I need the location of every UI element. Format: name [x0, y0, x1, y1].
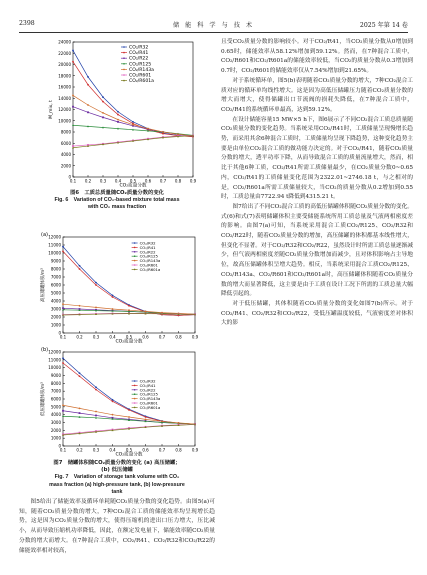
data-point [79, 268, 81, 270]
data-point [72, 50, 74, 52]
legend-label: CO₂/R125 [129, 62, 152, 68]
data-point [117, 121, 119, 123]
x-tick-label: 0.4 [109, 334, 116, 340]
x-tick-label: 0.6 [142, 334, 149, 340]
data-point [102, 116, 104, 118]
x-tick-label: 0.7 [158, 447, 166, 453]
y-tick-label: 7000 [50, 388, 61, 394]
x-tick-label: 0.8 [174, 178, 182, 184]
data-point [147, 128, 149, 130]
legend-label: CO₂/R41 [139, 244, 156, 250]
legend-marker [134, 389, 136, 391]
data-point [87, 104, 89, 106]
y-tick-label: 8000 [50, 266, 61, 272]
right-column [221, 38, 413, 563]
y-tick-label: 16000 [58, 84, 71, 90]
legend-marker [134, 242, 136, 244]
data-point [62, 362, 64, 364]
y-tick-label: 20000 [58, 62, 71, 67]
y-tick-label: 0 [58, 443, 61, 449]
x-tick-label: 0.7 [158, 334, 166, 340]
legend-marker [123, 69, 125, 71]
x-tick-label: 0.1 [69, 178, 77, 184]
x-tick-label: 0.5 [125, 334, 133, 340]
page-number: 2398 [19, 20, 35, 27]
y-tick-label: 12000 [48, 234, 61, 240]
right-body-text [221, 38, 413, 329]
x-tick-label: 0.1 [59, 447, 67, 453]
fig7-caption-cn-2: (b) 低压储罐 [101, 467, 133, 474]
y-tick-label: 0 [58, 330, 61, 336]
data-point [95, 282, 97, 284]
x-tick-label: 0.8 [175, 334, 182, 340]
x-tick-label: 0.7 [159, 178, 167, 184]
journal-title: 储 能 科 学 与 技 术 [172, 22, 255, 29]
y-axis-label: M_mix, t [49, 100, 54, 119]
data-point [95, 386, 97, 388]
left-body-text [19, 498, 215, 556]
y-tick-label: 8000 [50, 380, 61, 386]
y-tick-label: 12000 [58, 107, 71, 112]
fig6-chart [47, 38, 197, 188]
data-point [95, 284, 97, 286]
legend-label: CO₂/R125 [139, 391, 158, 397]
y-tick-label: 5000 [50, 290, 61, 296]
x-tick-label: 0.4 [109, 447, 116, 453]
left-paragraph: 图5给出了储能效率及循环单耗随CO₂质量分数的变化趋势。由图5(a)可知，随着CO₂质量分数的增大，7种CO₂混合工质的储能效率均呈现增长趋势，这是因为CO₂质量分数的增大，使得压缩机的进出口压力增大，压比减小，从而导致压缩机功率降低，因此，在额定发电量下，储能效率随CO₂质量分数的增大而增大。在7种混合工质中，CO₂/R41、CO₂/R32和CO₂/R22的储能效率相对较高， [19, 499, 215, 554]
legend-label: CO₂/R125 [139, 253, 158, 259]
data-point [177, 133, 179, 135]
legend-label: CO₂/R601a [139, 404, 161, 410]
legend-label: CO₂/R601a [139, 266, 161, 272]
left-column [19, 36, 215, 561]
data-point [102, 101, 104, 103]
header-rule [19, 32, 408, 33]
legend-label: CO₂/R601 [139, 400, 158, 406]
y-tick-label: 18000 [58, 73, 71, 79]
x-tick-label: 0.2 [76, 334, 83, 340]
data-point [132, 121, 134, 123]
data-point [112, 308, 114, 310]
plot-frame [63, 237, 195, 333]
data-point [79, 375, 81, 377]
fig7-caption-cn-1: 图7 储罐体积随CO₂质量分数的变化 (a) 高压储罐； [53, 460, 181, 466]
x-tick-label: 0.2 [84, 178, 92, 184]
fig6-caption [19, 190, 215, 212]
data-point [87, 111, 89, 113]
legend-label: CO₂/R41 [129, 51, 149, 57]
fig7a-svg [39, 230, 199, 344]
y-tick-label: 7000 [50, 274, 61, 280]
data-point [161, 420, 163, 422]
legend-marker [134, 407, 136, 409]
legend-label: CO₂/R601a [129, 79, 154, 85]
x-tick-label: 0.4 [114, 178, 122, 184]
data-point [145, 416, 147, 418]
legend-marker [134, 260, 136, 262]
y-tick-label: 4000 [50, 298, 61, 304]
legend-marker [134, 255, 136, 257]
data-point [62, 246, 64, 248]
data-point [128, 305, 130, 307]
legend-label: CO₂/R32 [139, 378, 156, 384]
data-point [87, 76, 89, 78]
data-point [95, 389, 97, 391]
data-point [112, 400, 114, 402]
y-tick-label: 10000 [48, 365, 61, 371]
x-tick-label: 0.6 [142, 447, 149, 453]
issue-label: 2025 年第 14 卷 [359, 22, 408, 29]
fig7b-chart [39, 345, 199, 457]
x-tick-label: 0.8 [175, 447, 182, 453]
y-axis-label: 低压储罐体积/m³ [41, 382, 46, 416]
y-tick-label: 2000 [60, 163, 71, 169]
data-point [162, 133, 164, 135]
fig7b-svg [39, 345, 199, 457]
legend-label: CO₂/R143a [139, 396, 161, 402]
legend-marker [134, 251, 136, 253]
legend-marker [123, 52, 125, 54]
fig6-caption-en-2: with CO₂ mass fraction [87, 204, 147, 211]
data-point [72, 95, 74, 97]
data-point [132, 124, 134, 126]
x-axis-label: CO₂质量分数 [115, 452, 143, 457]
legend-marker [134, 247, 136, 249]
data-point [95, 411, 97, 413]
y-tick-label: 3000 [50, 306, 61, 312]
legend-marker [134, 264, 136, 266]
data-point [72, 61, 74, 63]
fig7-caption-en-2: mass fraction (a) high-pressure tank, (b) low-pressure [49, 481, 185, 488]
data-point [79, 305, 81, 307]
y-tick-label: 9000 [50, 258, 61, 264]
y-tick-label: 24000 [58, 39, 71, 45]
legend-marker [123, 63, 125, 65]
legend-label: CO₂/R41 [139, 382, 156, 388]
x-tick-label: 0.3 [92, 334, 100, 340]
data-point [145, 311, 147, 313]
x-axis-label: CO₂质量分数 [119, 183, 147, 188]
data-point [178, 422, 180, 424]
x-tick-label: 0.2 [76, 447, 83, 453]
x-tick-label: 0.9 [191, 447, 199, 453]
y-axis-label: 高压储罐体积/m³ [41, 268, 46, 302]
data-point [95, 307, 97, 309]
y-tick-label: 5000 [50, 404, 61, 410]
legend-marker [134, 402, 136, 404]
legend-label: CO₂/R601 [129, 73, 152, 79]
legend-label: CO₂/R22 [139, 249, 156, 255]
data-point [79, 265, 81, 267]
data-point [102, 96, 104, 98]
legend-marker [134, 398, 136, 400]
legend-label: CO₂/R32 [139, 240, 156, 246]
legend-marker [134, 380, 136, 382]
fig7-caption-en-1: Fig. 7 Variation of storage tank volume with CO₂ [54, 474, 180, 481]
y-tick-label: 11000 [48, 357, 61, 363]
data-point [79, 412, 81, 414]
data-point [112, 399, 114, 401]
y-tick-label: 4000 [60, 152, 71, 157]
fig7-caption-en-3: tank [111, 488, 123, 495]
data-point [62, 251, 64, 253]
right-paragraph-1: 且受CO₂质量分数的影响较小。对于CO₂/R41，当CO₂质量分数从0增加到0.65时，储能效率从58.12%增加到59.12%。然而，在7种混合工质中，CO₂/R601和CO₂/R601a的储能效率较低，当CO₂的质量分数从0.3增加到0.7时，CO₂/R601的储能效率仅从7.54%增加到21.65%。 [221, 39, 413, 75]
y-tick-label: 12000 [48, 349, 61, 355]
y-tick-label: 14000 [58, 95, 71, 101]
data-point [62, 303, 64, 305]
plot-frame [63, 352, 195, 446]
legend-label: CO₂/R32 [129, 45, 149, 51]
data-point [128, 409, 130, 411]
data-point [95, 415, 97, 417]
x-tick-label: 0.3 [92, 447, 100, 453]
y-tick-label: 2000 [50, 314, 61, 320]
right-paragraph-5: 对于低压储罐，其体积随着CO₂质量分数的变化如图7(b)所示。对于CO₂/R41、CO₂/R32和CO₂/R22，受低压罐温度较低，气液密度差对体积大的影 [221, 300, 413, 327]
legend-label: CO₂/R601 [139, 262, 158, 268]
data-point [79, 372, 81, 374]
data-point [102, 112, 104, 114]
y-tick-label: 9000 [50, 373, 61, 378]
legend-marker [134, 393, 136, 395]
data-point [162, 131, 164, 133]
data-point [79, 408, 81, 410]
y-tick-label: 11000 [48, 242, 61, 248]
y-tick-label: 1000 [50, 435, 61, 441]
legend-label: CO₂/R143a [139, 258, 161, 264]
data-point [145, 418, 147, 420]
data-point [117, 119, 119, 121]
data-point [117, 111, 119, 113]
y-tick-label: 10000 [58, 118, 71, 124]
x-tick-label: 0.5 [129, 178, 137, 184]
y-tick-label: 2000 [50, 427, 61, 433]
x-tick-label: 0.3 [99, 178, 107, 184]
fig7-caption [19, 460, 215, 496]
legend-label: CO₂/R22 [129, 56, 149, 62]
y-tick-label: 6000 [50, 396, 61, 402]
right-paragraph-3: 在设计储能容量15 MW×5 h下，图6展示了不同CO₂混合工质总质量随CO₂质量分数的变化趋势。当系统采用CO₂/R41时，工质储量呈现慢增长趋势，而采用其余6种混合工质时，工质储量均呈现下降趋势，这种变化趋势主要是由单位CO₂混合工质的做功能力决定的。对于CO₂/R41，随着CO₂质量分数的增大，透平功率下降，从而导致混合工质的质量流量增大，然而，相比于其他6种工质，CO₂/R41所需工质储量最少，在CO₂质量分数0~0.65内，CO₂/R41的工质储量变化范围为2322.01~2746.18 t，与之相对的是，CO₂/R601a所需工质储量较大，当CO₂的质量分数从0.2增加到0.55时，工质总量由7722.94 t降低到4315.21 t。 [221, 116, 413, 201]
legend-label: CO₂/R143a [129, 67, 154, 73]
fig7a-chart [39, 230, 199, 344]
fig6-svg [47, 38, 197, 188]
data-point [117, 114, 119, 116]
data-point [112, 295, 114, 297]
y-tick-label: 8000 [60, 129, 71, 135]
fig6-caption-en-1: Fig. 6 Variation of CO₂-based mixture total mass [54, 197, 180, 204]
legend-marker [123, 57, 125, 59]
legend-marker [123, 46, 125, 48]
y-tick-label: 0 [68, 174, 71, 180]
legend-marker [123, 80, 125, 82]
y-tick-label: 22000 [58, 50, 71, 56]
y-tick-label: 6000 [50, 282, 61, 288]
right-paragraph-2: 对于系统循环单，图5(b)表明随着CO₂质量分数的增大，7种CO₂混合工质对应的循环单均线性增大。这是因为高低压储罐压力随着CO₂质量分数的增大而增大，使得储罐出口节流阀的损耗失降低，在7种混合工质中，CO₂/R41的系统循环单最高，达到59.12%。 [221, 77, 413, 113]
x-tick-label: 0.5 [125, 447, 133, 453]
x-tick-label: 0.9 [189, 178, 197, 184]
panel-label: (b) [41, 347, 49, 353]
x-axis-label: CO₂质量分数 [115, 339, 143, 344]
x-tick-label: 0.1 [59, 334, 67, 340]
y-tick-label: 10000 [48, 250, 61, 256]
data-point [128, 309, 130, 311]
panel-label: (a) [41, 232, 48, 238]
y-tick-label: 4000 [50, 412, 61, 418]
legend-marker [134, 385, 136, 387]
data-point [128, 416, 130, 418]
x-tick-label: 0.6 [144, 178, 152, 184]
y-tick-label: 6000 [60, 140, 71, 146]
data-point [112, 296, 114, 298]
data-point [72, 106, 74, 108]
data-point [62, 410, 64, 412]
legend-marker [134, 269, 136, 271]
fig6-caption-cn: 图6 工质总质量随CO₂质量分数的变化 [70, 190, 164, 196]
data-point [62, 357, 64, 359]
data-point [62, 404, 64, 406]
data-point [87, 84, 89, 86]
legend-marker [123, 74, 125, 76]
y-tick-label: 3000 [50, 420, 61, 425]
y-tick-label: 1000 [50, 322, 61, 328]
right-paragraph-4: 图7给出了不同CO₂混合工质的高低压储罐体积随CO₂质量分数的变化。式(6)和式(7)表明储罐体积主要受储能系统所用工质总量及气液两相密度差的影响。由图7(a)可知，当系统采用混合工质CO₂/R125、CO₂/R32和CO₂/R22时，随着CO₂质量分数的增加，高压储罐的体积都基本线性增大，但变化不显著。对于CO₂/R32和CO₂/R22，虽然设计时所需工质总量逐渐减少，但气液两相密度差随CO₂质量分数增加而减少，且对体积影响占主导地位，故高压储罐体积呈增大趋势。相反，当系统采用混合工质CO₂/R125、CO₂/R143a、CO₂/R601和CO₂/R601a时，高压储罐体积随着CO₂质量分数的增大而显著降低，这主要是由于工质在设计工况下所需的工质总量大幅降低引起的。 [221, 203, 413, 298]
legend-label: CO₂/R22 [139, 387, 156, 393]
data-point [112, 414, 114, 416]
x-tick-label: 0.9 [191, 334, 199, 340]
